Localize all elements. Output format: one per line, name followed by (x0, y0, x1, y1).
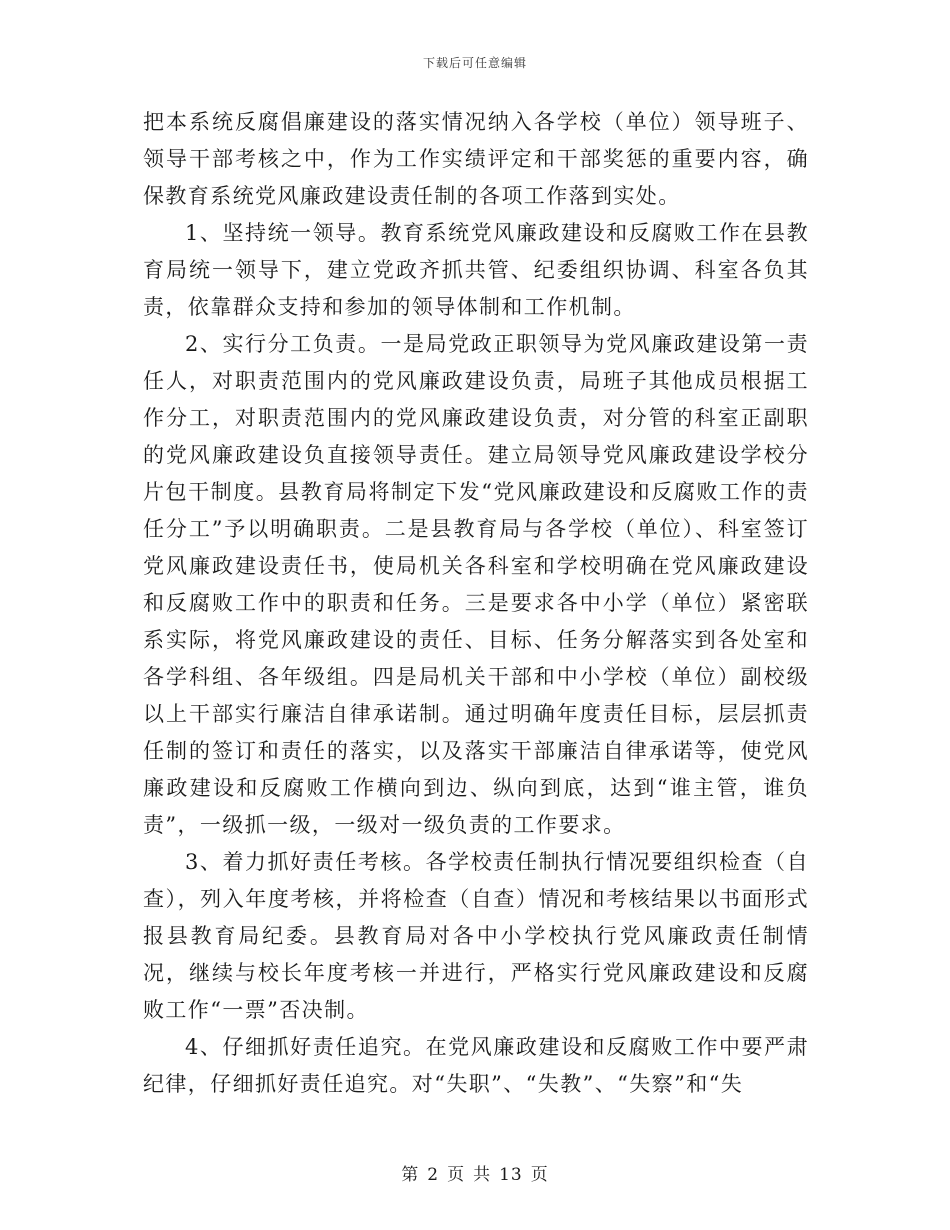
document-body (143, 104, 809, 1103)
page-footer (0, 1160, 950, 1185)
paragraph-section-1: 1、坚持统一领导。教育系统党风廉政建设和反腐败工作在县教育局统一领导下，建立党政齐抓共管、纪委组织协调、科室各负其责，依靠群众支持和参加的领导体制和工作机制。 (143, 221, 809, 319)
footer-page-unit: 页 (447, 1165, 466, 1185)
paragraph-intro: 把本系统反腐倡廉建设的落实情况纳入各学校（单位）领导班子、领导干部考核之中，作为工作实绩评定和干部奖惩的重要内容，确保教育系统党风廉政建设责任制的各项工作落到实处。 (143, 110, 809, 208)
footer-prefix: 第 (401, 1165, 420, 1185)
footer-suffix: 页 (530, 1165, 549, 1185)
paragraph-section-2: 2、实行分工负责。一是局党政正职领导为党风廉政建设第一责任人，对职责范围内的党风廉政建设负责，局班子其他成员根据工作分工，对职责范围内的党风廉政建设负责，对分管的科室正副职的党风廉政建设负直接领导责任。建立局领导党风廉政建设学校分片包干制度。县教育局将制定下发“党风廉政建设和反腐败工作的责任分工”予以明确职责。二是县教育局与各学校（单位）、科室签订党风廉政建设责任书，使局机关各科室和学校明确在党风廉政建设和反腐败工作中的职责和任务。三是要求各中小学（单位）紧密联系实际，将党风廉政建设的责任、目标、任务分解落实到各处室和各学科组、各年级组。四是局机关干部和中小学校（单位）副校级以上干部实行廉洁自律承诺制。通过明确年度责任目标，层层抓责任制的签订和责任的落实，以及落实干部廉洁自律承诺等，使党风廉政建设和反腐败工作横向到边、纵向到底，达到“谁主管，谁负责”，一级抓一级，一级对一级负责的工作要求。 (143, 332, 809, 837)
header-note: 下载后可任意编辑 (422, 56, 527, 70)
paragraph-section-4: 4、仔细抓好责任追究。在党风廉政建设和反腐败工作中要严肃纪律，仔细抓好责任追究。对“失职”、“失教”、“失察”和“失 (143, 1035, 809, 1096)
footer-page-number: 2 (427, 1165, 440, 1185)
paragraph-section-3: 3、着力抓好责任考核。各学校责任制执行情况要组织检查（自查），列入年度考核，并将检查（自查）情况和考核结果以书面形式报县教育局纪委。县教育局对各中小学校执行党风廉政责任制情况，继续与校长年度考核一并进行，严格实行党风廉政建设和反腐败工作“一票”否决制。 (143, 850, 809, 1022)
footer-total-label: 共 (473, 1165, 492, 1185)
footer-total-pages: 13 (499, 1165, 523, 1185)
